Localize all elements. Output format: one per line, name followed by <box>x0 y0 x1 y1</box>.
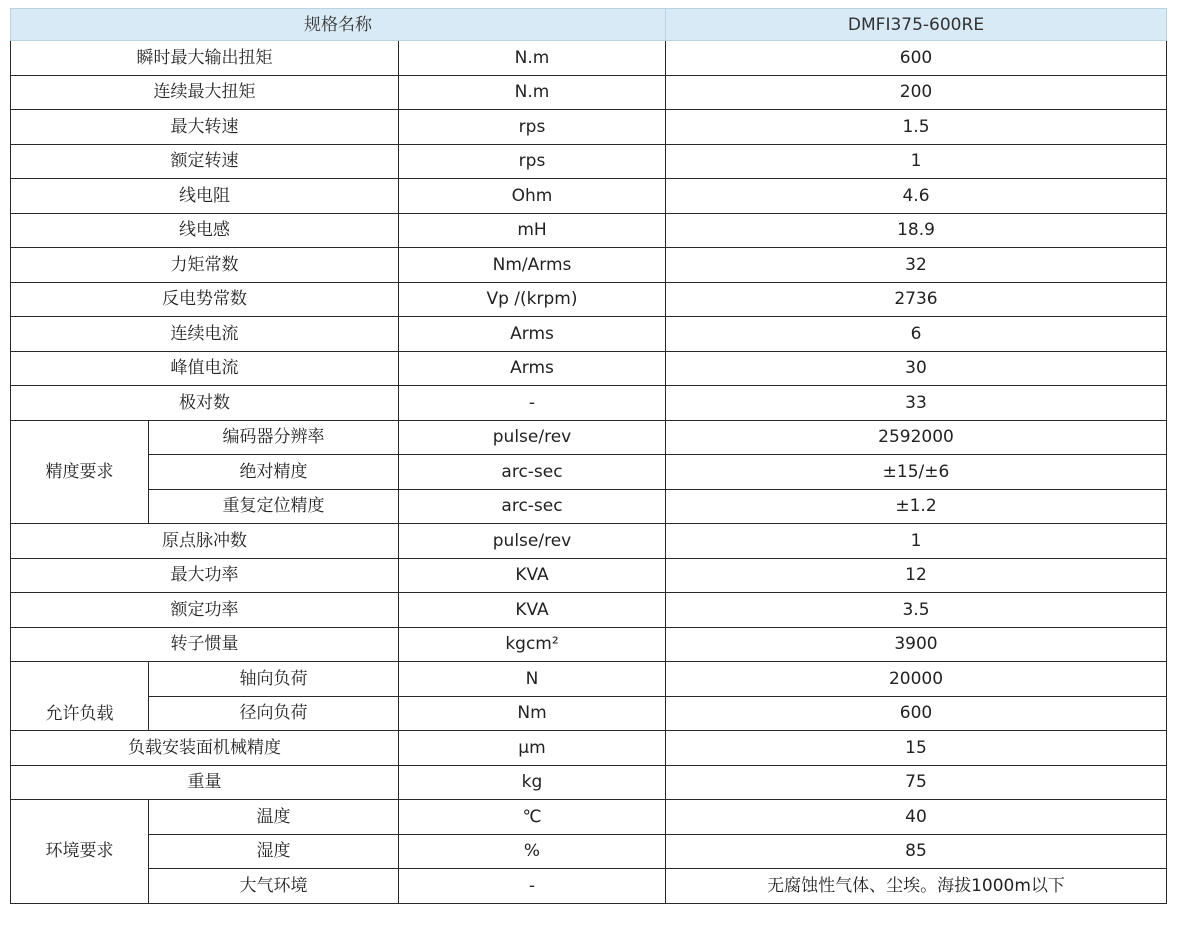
spec-value: 200 <box>666 75 1167 110</box>
group-label-load: 允许负载 <box>11 662 149 731</box>
spec-value: 3.5 <box>666 593 1167 628</box>
spec-unit: rps <box>399 110 666 145</box>
spec-value: 1 <box>666 524 1167 559</box>
spec-name: 线电阻 <box>11 179 399 214</box>
table-row <box>11 696 1167 731</box>
spec-name: 连续最大扭矩 <box>11 75 399 110</box>
spec-unit: pulse/rev <box>399 420 666 455</box>
spec-value: 85 <box>666 834 1167 869</box>
table-row <box>11 110 1167 145</box>
spec-unit: - <box>399 386 666 421</box>
spec-unit: Nm <box>399 696 666 731</box>
spec-name: 极对数 <box>11 386 399 421</box>
spec-name: 轴向负荷 <box>149 662 399 697</box>
spec-name: 绝对精度 <box>149 455 399 490</box>
header-model: DMFI375-600RE <box>666 9 1167 41</box>
spec-name: 力矩常数 <box>11 248 399 283</box>
spec-value: 15 <box>666 731 1167 766</box>
table-row <box>11 386 1167 421</box>
spec-value: 4.6 <box>666 179 1167 214</box>
spec-unit: KVA <box>399 593 666 628</box>
spec-name: 转子惯量 <box>11 627 399 662</box>
table-row <box>11 869 1167 904</box>
group-label-environment: 环境要求 <box>11 800 149 904</box>
spec-name: 最大功率 <box>11 558 399 593</box>
table-row <box>11 248 1167 283</box>
spec-unit: mH <box>399 213 666 248</box>
spec-unit: kgcm² <box>399 627 666 662</box>
spec-value: 1.5 <box>666 110 1167 145</box>
spec-unit: Arms <box>399 317 666 352</box>
spec-unit: Nm/Arms <box>399 248 666 283</box>
table-row <box>11 558 1167 593</box>
spec-unit: arc-sec <box>399 489 666 524</box>
spec-name: 温度 <box>149 800 399 835</box>
spec-value: 无腐蚀性气体、尘埃。海拔1000m以下 <box>666 869 1167 904</box>
spec-name: 峰值电流 <box>11 351 399 386</box>
spec-name: 额定功率 <box>11 593 399 628</box>
spec-value: 18.9 <box>666 213 1167 248</box>
group-label-precision: 精度要求 <box>11 420 149 524</box>
spec-unit: - <box>399 869 666 904</box>
spec-name: 径向负荷 <box>149 696 399 731</box>
spec-unit: arc-sec <box>399 455 666 490</box>
spec-unit: N.m <box>399 75 666 110</box>
table-row <box>11 75 1167 110</box>
spec-value: 20000 <box>666 662 1167 697</box>
spec-unit: μm <box>399 731 666 766</box>
spec-name: 湿度 <box>149 834 399 869</box>
spec-name: 线电感 <box>11 213 399 248</box>
spec-name: 重复定位精度 <box>149 489 399 524</box>
table-row <box>11 765 1167 800</box>
header-spec-name: 规格名称 <box>11 9 666 41</box>
spec-unit: KVA <box>399 558 666 593</box>
table-row <box>11 144 1167 179</box>
spec-name: 原点脉冲数 <box>11 524 399 559</box>
spec-value: 30 <box>666 351 1167 386</box>
spec-value: 40 <box>666 800 1167 835</box>
spec-value: 32 <box>666 248 1167 283</box>
spec-table <box>10 8 1167 904</box>
spec-value: 6 <box>666 317 1167 352</box>
spec-value: 600 <box>666 41 1167 76</box>
spec-name: 额定转速 <box>11 144 399 179</box>
spec-name: 编码器分辨率 <box>149 420 399 455</box>
table-row <box>11 317 1167 352</box>
spec-value: 3900 <box>666 627 1167 662</box>
spec-unit: % <box>399 834 666 869</box>
table-row <box>11 282 1167 317</box>
table-row <box>11 627 1167 662</box>
spec-value: ±15/±6 <box>666 455 1167 490</box>
spec-value: ±1.2 <box>666 489 1167 524</box>
spec-unit: N <box>399 662 666 697</box>
spec-name: 连续电流 <box>11 317 399 352</box>
table-row <box>11 41 1167 76</box>
table-row <box>11 731 1167 766</box>
table-row <box>11 800 1167 835</box>
spec-unit: ℃ <box>399 800 666 835</box>
table-row <box>11 524 1167 559</box>
table-header-row <box>11 9 1167 41</box>
spec-unit: N.m <box>399 41 666 76</box>
spec-name: 瞬时最大输出扭矩 <box>11 41 399 76</box>
table-row <box>11 593 1167 628</box>
spec-name: 最大转速 <box>11 110 399 145</box>
spec-name: 负载安装面机械精度 <box>11 731 399 766</box>
spec-unit: rps <box>399 144 666 179</box>
spec-value: 2736 <box>666 282 1167 317</box>
spec-unit: pulse/rev <box>399 524 666 559</box>
spec-value: 1 <box>666 144 1167 179</box>
table-row <box>11 351 1167 386</box>
spec-name: 重量 <box>11 765 399 800</box>
table-row <box>11 420 1167 455</box>
spec-unit: Vp /(krpm) <box>399 282 666 317</box>
table-row <box>11 213 1167 248</box>
table-row <box>11 455 1167 490</box>
spec-unit: Ohm <box>399 179 666 214</box>
spec-value: 12 <box>666 558 1167 593</box>
table-row <box>11 834 1167 869</box>
table-row <box>11 489 1167 524</box>
spec-unit: kg <box>399 765 666 800</box>
spec-name: 反电势常数 <box>11 282 399 317</box>
spec-name: 大气环境 <box>149 869 399 904</box>
spec-value: 33 <box>666 386 1167 421</box>
spec-unit: Arms <box>399 351 666 386</box>
spec-value: 2592000 <box>666 420 1167 455</box>
spec-value: 75 <box>666 765 1167 800</box>
table-row <box>11 662 1167 697</box>
table-row <box>11 179 1167 214</box>
spec-value: 600 <box>666 696 1167 731</box>
